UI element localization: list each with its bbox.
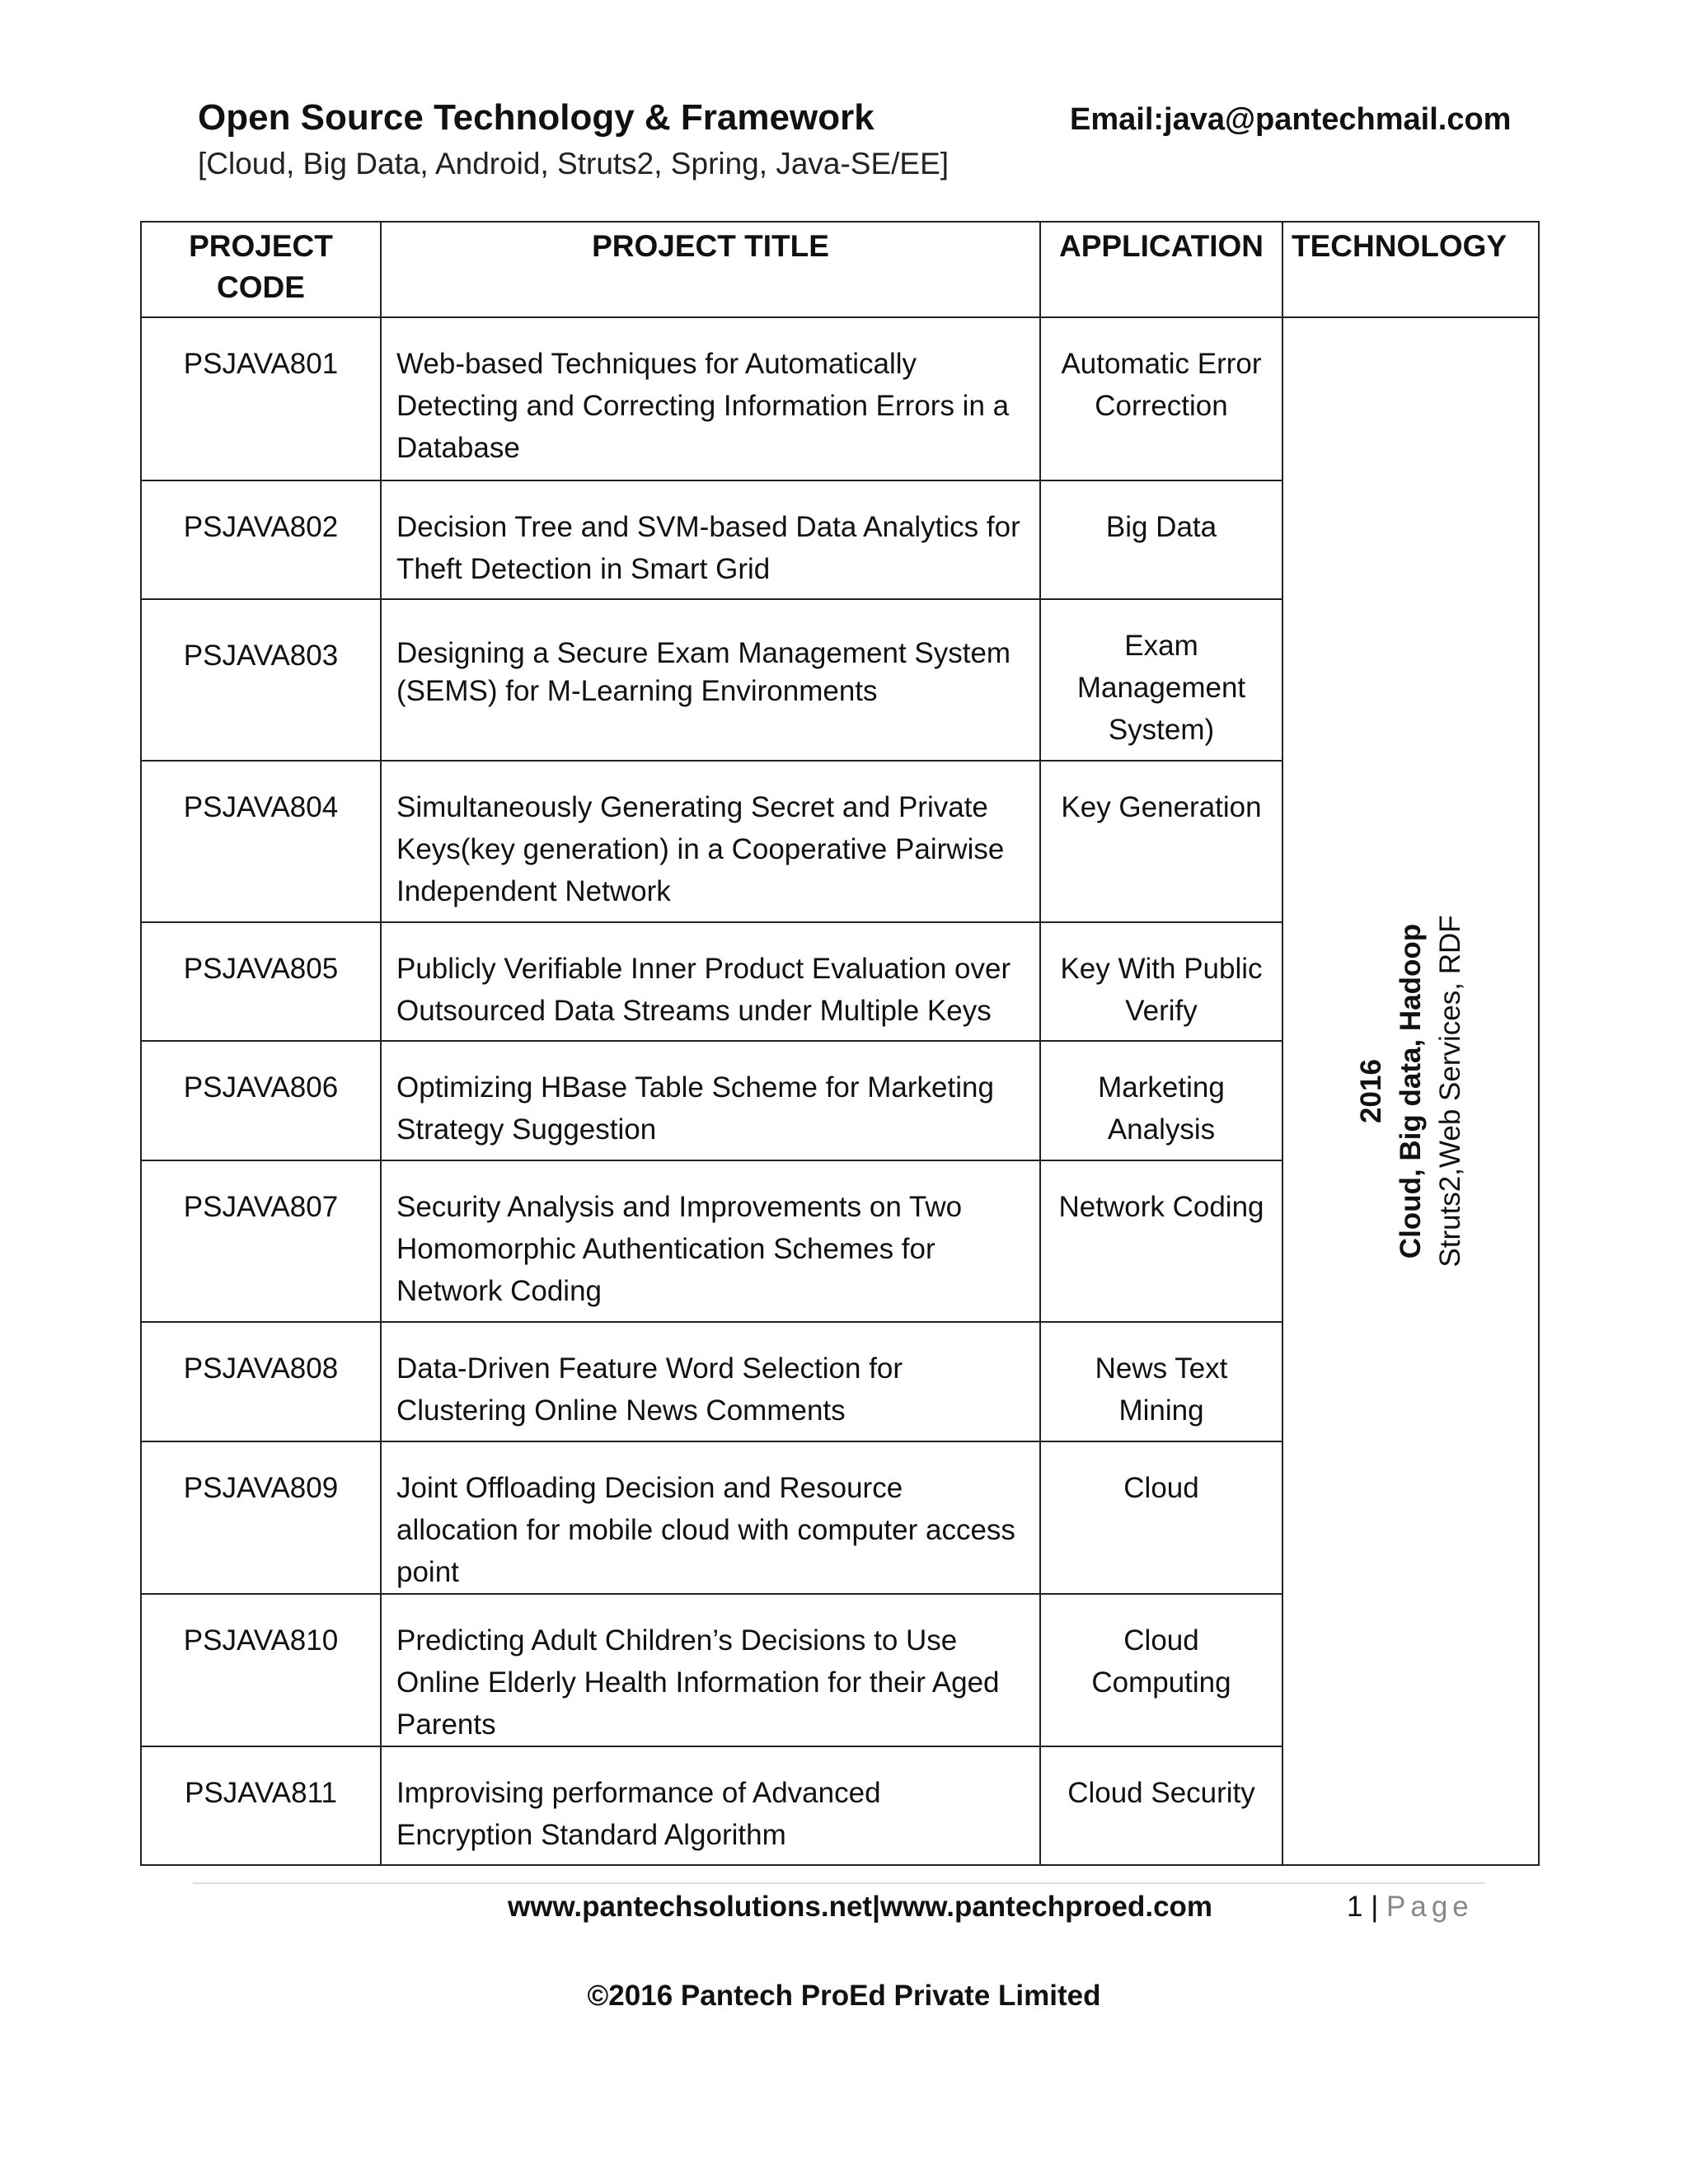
- page-label: Page: [1386, 1891, 1474, 1923]
- table-header-row: [141, 222, 1539, 317]
- project-application: Cloud: [1040, 1441, 1282, 1594]
- project-application: Key With Public Verify: [1040, 922, 1282, 1041]
- project-title: Decision Tree and SVM-based Data Analytics for Theft Detection in Smart Grid: [381, 480, 1040, 599]
- project-code: PSJAVA805: [141, 922, 381, 1041]
- project-code: PSJAVA808: [141, 1322, 381, 1441]
- project-code: PSJAVA806: [141, 1041, 381, 1160]
- project-code: PSJAVA811: [141, 1746, 381, 1865]
- page-number: 1: [1347, 1891, 1363, 1923]
- project-title: Data-Driven Feature Word Selection for Clustering Online News Comments: [381, 1322, 1040, 1441]
- project-code: PSJAVA809: [141, 1441, 381, 1594]
- project-code: PSJAVA803: [141, 599, 381, 761]
- project-title: Simultaneously Generating Secret and Private Keys(key generation) in a Cooperative Pairwise Independent Network: [381, 761, 1040, 922]
- project-application: Exam Management System): [1040, 599, 1282, 761]
- column-header-title: PROJECT TITLE: [381, 222, 1040, 317]
- technology-cell: [1282, 317, 1539, 1865]
- project-application: Marketing Analysis: [1040, 1041, 1282, 1160]
- technology-sub: Struts2,Web Services, RDF: [1433, 915, 1466, 1268]
- technology-year: 2016: [1354, 1059, 1387, 1123]
- page-indicator: [1347, 1891, 1474, 1924]
- project-title: Designing a Secure Exam Management System (SEMS) for M-Learning Environments: [381, 599, 1040, 761]
- project-title: Joint Offloading Decision and Resource allocation for mobile cloud with computer access point: [381, 1441, 1040, 1594]
- project-application: Big Data: [1040, 480, 1282, 599]
- contact-email: Email:java@pantechmail.com: [1070, 102, 1512, 137]
- column-header-technology: TECHNOLOGY: [1282, 222, 1539, 317]
- project-application: News Text Mining: [1040, 1322, 1282, 1441]
- column-header-code: PROJECT CODE: [141, 222, 381, 317]
- document-subtitle: [Cloud, Big Data, Android, Struts2, Spring, Java-SE/EE]: [198, 147, 950, 180]
- projects-table: [140, 221, 1540, 1866]
- footer-links: www.pantechsolutions.net|www.pantechproed.com: [508, 1891, 1213, 1923]
- column-header-application: APPLICATION: [1040, 222, 1282, 317]
- project-application: Key Generation: [1040, 761, 1282, 922]
- footer-divider: [193, 1882, 1485, 1884]
- technology-main: Cloud, Big data, Hadoop: [1394, 923, 1427, 1259]
- project-code: PSJAVA807: [141, 1160, 381, 1322]
- project-code: PSJAVA804: [141, 761, 381, 922]
- project-application: Cloud Computing: [1040, 1594, 1282, 1746]
- technology-text: [1352, 915, 1470, 1267]
- project-code: PSJAVA801: [141, 317, 381, 480]
- project-title: Predicting Adult Children’s Decisions to Use Online Elderly Health Information for their Aged Parents: [381, 1594, 1040, 1746]
- project-title: Optimizing HBase Table Scheme for Marketing Strategy Suggestion: [381, 1041, 1040, 1160]
- project-application: Automatic Error Correction: [1040, 317, 1282, 480]
- document-title: Open Source Technology & Framework: [198, 97, 874, 138]
- project-title: Security Analysis and Improvements on Two Homomorphic Authentication Schemes for Network Coding: [381, 1160, 1040, 1322]
- project-title: Improvising performance of Advanced Encryption Standard Algorithm: [381, 1746, 1040, 1865]
- table-row: [141, 317, 1539, 480]
- project-application: Network Coding: [1040, 1160, 1282, 1322]
- project-title: Publicly Verifiable Inner Product Evaluation over Outsourced Data Streams under Multiple Keys: [381, 922, 1040, 1041]
- page-separator: |: [1362, 1891, 1387, 1923]
- project-title: Web-based Techniques for Automatically Detecting and Correcting Information Errors in a Database: [381, 317, 1040, 480]
- project-application: Cloud Security: [1040, 1746, 1282, 1865]
- project-code: PSJAVA802: [141, 480, 381, 599]
- project-code: PSJAVA810: [141, 1594, 381, 1746]
- copyright: ©2016 Pantech ProEd Private Limited: [587, 1980, 1101, 2012]
